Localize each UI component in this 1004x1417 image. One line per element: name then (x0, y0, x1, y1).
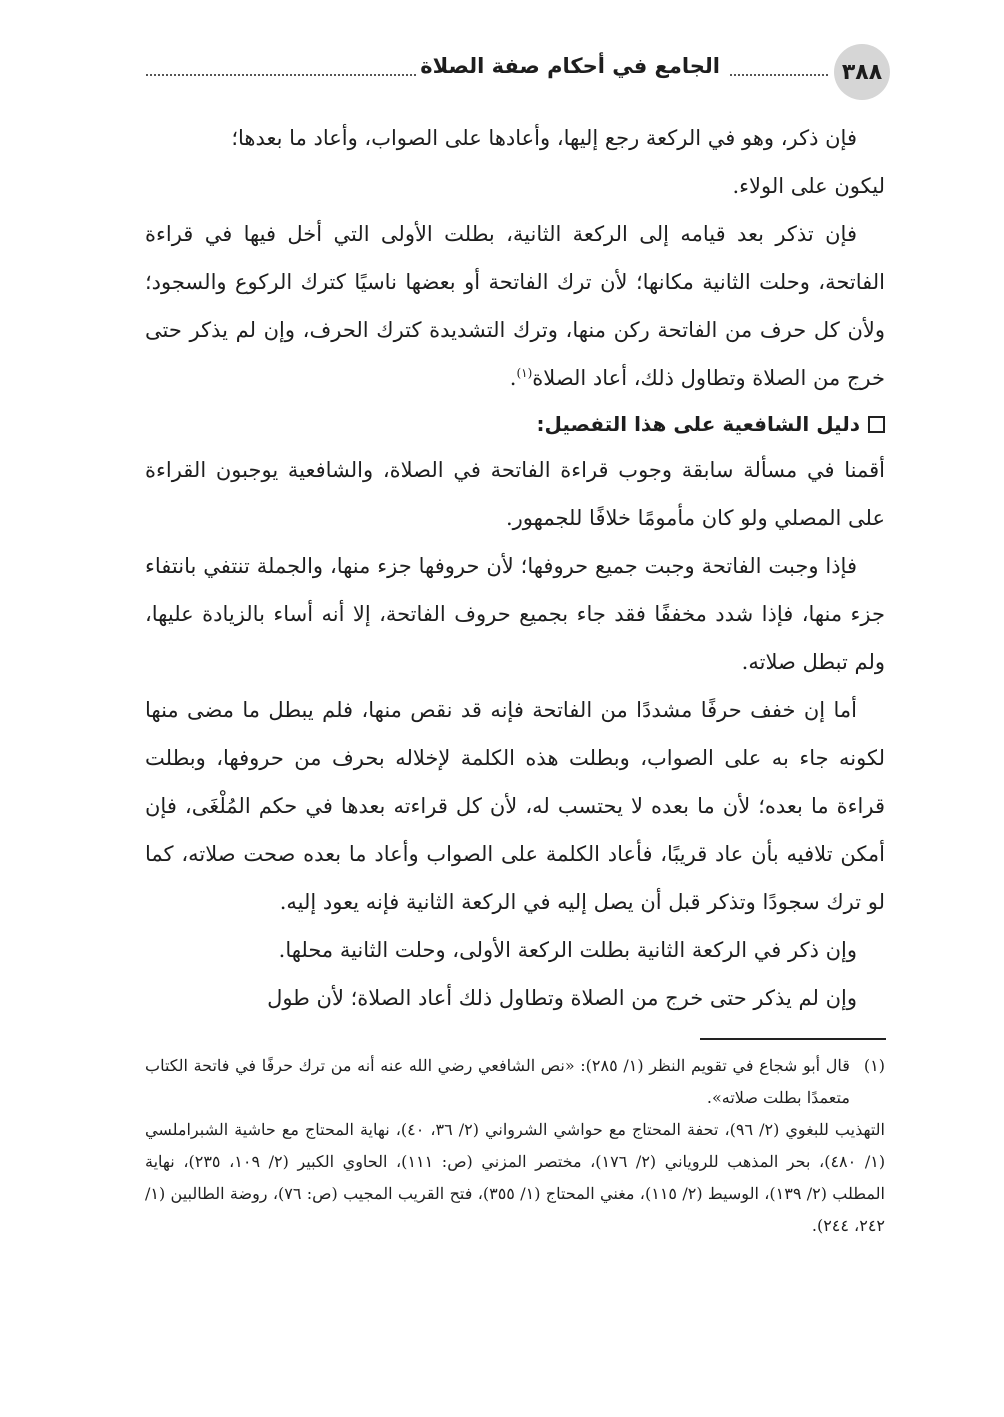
paragraph-2-end: . (509, 366, 517, 390)
page-header (130, 44, 890, 102)
paragraph-6: وإن ذكر في الركعة الثانية بطلت الركعة الأولى، وحلت الثانية محلها. (278, 938, 857, 962)
book-title: الجامع في أحكام صفة الصلاة (420, 54, 720, 78)
paragraph-1-line-1: فإن ذكر، وهو في الركعة رجع إليها، وأعادها على الصواب، وأعاد ما بعدها؛ (231, 126, 857, 150)
section-heading-text: دليل الشافعية على هذا التفصيل: (536, 412, 860, 436)
page-number: ٣٨٨ (834, 44, 890, 100)
footnotes (145, 1050, 885, 1242)
footnote-1-references: التهذيب للبغوي (٢/ ٩٦)، تحفة المحتاج مع حواشي الشرواني (٢/ ٣٦، ٤٠)، نهاية المحتاج مع حاشية الشبراملسي (١/ ٤٨٠)، بحر المذهب للروياني (٢/ ١٧٦)، مختصر المزني (ص: ١١١)، الحاوي الكبير (٢/ ١٠٩، ٢٣٥)، نهاية المطلب (٢/ ١٣٩)، الوسيط (٢/ ١١٥)، مغني المحتاج (١/ ٣٥٥)، فتح القريب المجيب (ص: ٧٦)، روضة الطالبين (١/ ٢٤٢، ٢٤٤). (145, 1120, 886, 1235)
footnote-ref-1[interactable]: (١) (516, 366, 533, 380)
paragraph-1-line-2: ليكون على الولاء. (732, 174, 885, 198)
footnote-separator (700, 1038, 886, 1040)
header-dotted-rule-right (730, 74, 828, 76)
paragraph-7: وإن لم يذكر حتى خرج من الصلاة وتطاول ذلك أعاد الصلاة؛ لأن طول (267, 986, 857, 1010)
footnote-1 (145, 1050, 885, 1114)
square-bullet-icon (868, 416, 885, 433)
paragraph-2-text: فإن تذكر بعد قيامه إلى الركعة الثانية، بطلت الأولى التي أخل فيها في قراءة الفاتحة، وحلت الثانية مكانها؛ لأن ترك الفاتحة أو بعضها ناسيًا كترك الركوع والسجود؛ ولأن كل حرف من الفاتحة ركن منها، وترك التشديدة كترك الحرف، وإن لم يذكر حتى خرج من الصلاة وتطاول ذلك، أعاد الصلاة (145, 222, 885, 390)
paragraph-2 (145, 210, 885, 402)
section-heading (145, 402, 885, 446)
header-dotted-rule-left (146, 74, 416, 76)
paragraph-4: فإذا وجبت الفاتحة وجبت جميع حروفها؛ لأن حروفها جزء منها، والجملة تنتفي بانتفاء جزء منها، فإذا شدد مخففًا فقد جاء بجميع حروف الفاتحة، إلا أنه أساء بالزيادة عليها، ولم تبطل صلاته. (145, 554, 885, 674)
paragraph-3: أقمنا في مسألة سابقة وجوب قراءة الفاتحة في الصلاة، والشافعية يوجبون القراءة على المصلي ولو كان مأمومًا خلافًا للجمهور. (145, 458, 885, 530)
main-text (145, 114, 885, 1022)
paragraph-5: أما إن خفف حرفًا مشددًا من الفاتحة فإنه قد نقص منها، فلم يبطل ما مضى منها لكونه جاء به على الصواب، وبطلت هذه الكلمة لإخلاله بحرف من حروفها، وبطلت قراءة ما بعده؛ لأن ما بعده لا يحتسب له، لأن كل قراءته بعدها في حكم المُلْغَى، فإن أمكن تلافيه بأن عاد قريبًا، فأعاد الكلمة على الصواب وأعاد ما بعده صحت صلاته، كما لو ترك سجودًا وتذكر قبل أن يصل إليه في الركعة الثانية فإنه يعود إليه. (145, 698, 885, 914)
footnote-1-text: قال أبو شجاع في تقويم النظر (١/ ٢٨٥): «نص الشافعي رضي الله عنه أنه من ترك حرفًا في فاتحة الكتاب متعمدًا بطلت صلاته». (145, 1056, 850, 1107)
footnote-1-number: (١) (863, 1056, 885, 1075)
